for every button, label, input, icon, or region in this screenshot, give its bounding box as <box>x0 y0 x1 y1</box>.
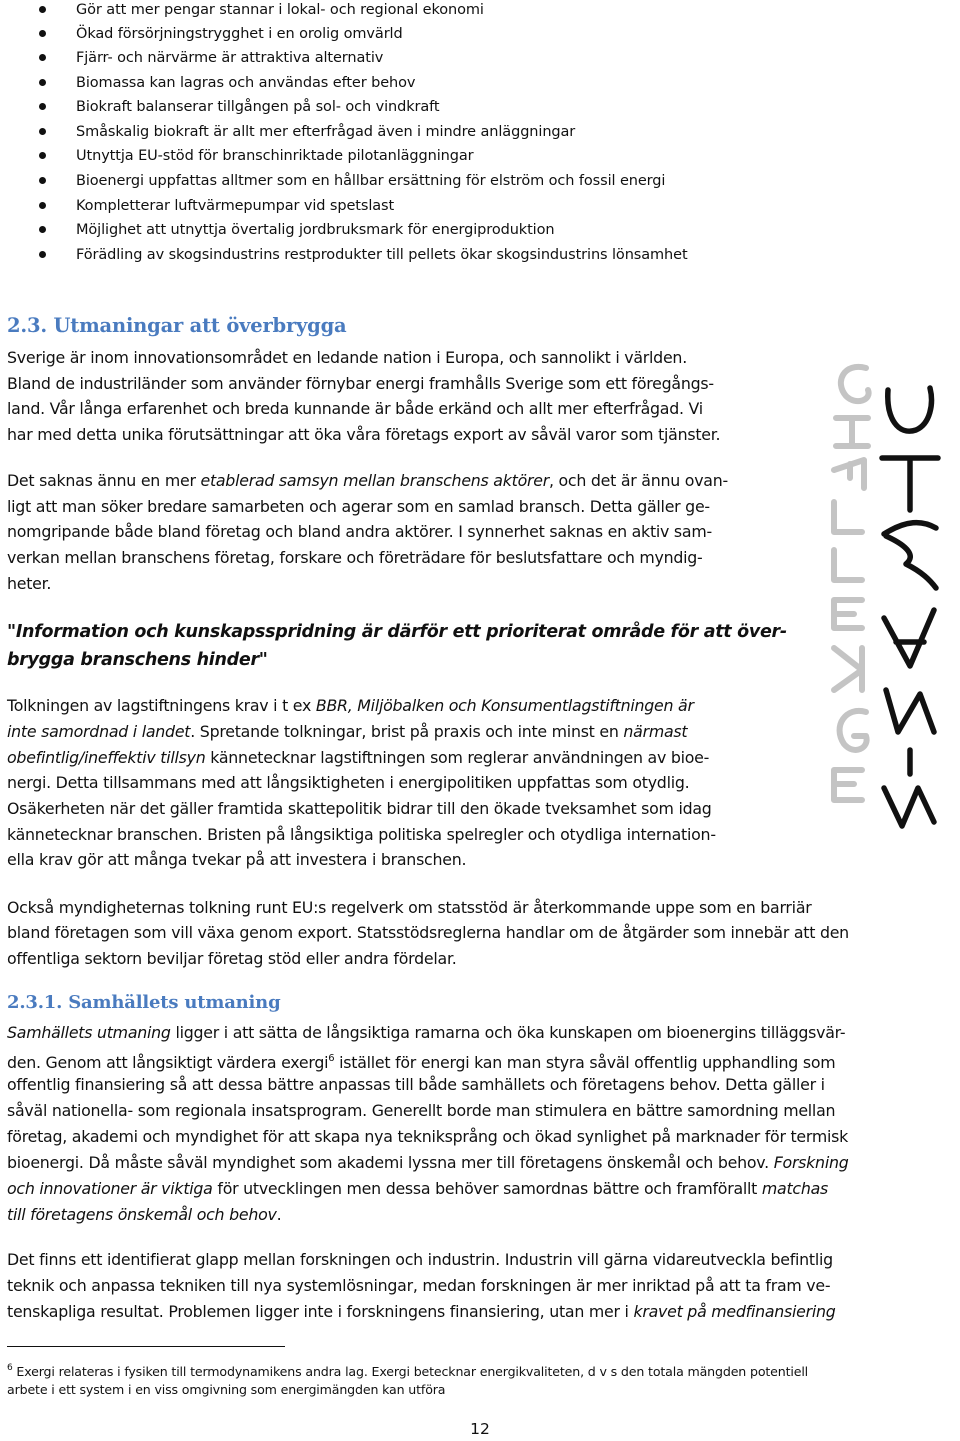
list-item: Bioenergi uppfattas alltmer som en hållbar ersättning för elström och fossil energi <box>76 173 666 189</box>
text-line: bland företagen som vill växa genom export. Statsstödsreglerna handlar om de åtgärder som innebär att den <box>7 923 849 942</box>
footnote-reference: 6 <box>328 1053 335 1064</box>
text-line: Det finns ett identifierat glapp mellan forskningen och industrin. Industrin vill gärna vidareutveckla befintlig <box>7 1250 833 1269</box>
text-line: Tolkningen av lagstiftningens krav i t ex BBR, Miljöbalken och Konsumentlagstiftningen är <box>7 696 694 715</box>
section-heading: 2.3. Utmaningar att överbrygga <box>7 314 347 337</box>
list-item: Kompletterar luftvärmepumpar vid spetslast <box>76 198 395 214</box>
list-item: Fjärr- och närvärme är attraktiva alternativ <box>76 50 384 66</box>
italic-phrase: till företagens önskemål och behov <box>7 1205 277 1224</box>
list-item: Gör att mer pengar stannar i lokal- och regional ekonomi <box>76 2 484 18</box>
list-item: Biomassa kan lagras och användas efter behov <box>76 75 416 91</box>
footnote-line: arbete i ett system i en viss omgivning som energimängden kan utföra <box>7 1382 446 1397</box>
text-line: kännetecknar branschen. Bristen på långsiktiga politiska spelregler och otydliga internation- <box>7 825 716 844</box>
text-line: teknik och anpassa tekniken till nya systemlösningar, medan forskningen är mer inriktad på att ta fram ve- <box>7 1276 831 1295</box>
text-line: nomgripande både bland företag och bland andra aktörer. I synnerhet saknas en aktiv sam- <box>7 522 712 541</box>
quote-line: brygga branschens hinder" <box>7 650 268 670</box>
text-line: Det saknas ännu en mer etablerad samsyn mellan branschens aktörer, och det är ännu ovan- <box>7 471 728 490</box>
page-number: 12 <box>470 1420 490 1438</box>
text-line: nergi. Detta tillsammans med att långsiktigheten i energipolitiken uppfattas som otydlig. <box>7 773 690 792</box>
text-line: heter. <box>7 574 52 593</box>
utmaning-challenge-handwriting-illustration <box>826 360 942 830</box>
italic-phrase: Samhällets utmaning <box>7 1023 171 1042</box>
text-line: den. Genom att långsiktigt värdera exergi$^6$ istället för energi kan man styra såväl offentlig upphandling som <box>7 1053 836 1072</box>
text-line: inte samordnad i landet. Spretande tolkningar, brist på praxis och inte minst en närmast <box>7 722 688 741</box>
text-line: tenskapliga resultat. Problemen ligger inte i forskningens finansiering, utan mer i kravet på medfinansiering <box>7 1302 836 1321</box>
text-line: företag, akademi och myndighet för att skapa nya tekniksprång och ökad synlighet på marknader för termisk <box>7 1127 848 1146</box>
list-item: Utnyttja EU-stöd för branschinriktade pilotanläggningar <box>76 148 474 164</box>
footnote-divider <box>7 1346 285 1347</box>
quote-line: "Information och kunskapsspridning är därför ett prioriterat område för att över- <box>7 622 787 642</box>
text-line: och innovationer är viktiga för utvecklingen men dessa behöver samordnas bättre och framförallt matchas <box>7 1179 829 1198</box>
italic-phrase: inte samordnad i landet <box>7 722 191 741</box>
text-line: Osäkerheten när det gäller framtida skattepolitik bidrar till den ökade tveksamhet som idag <box>7 799 712 818</box>
text-line: bioenergi. Då måste såväl myndighet som akademi lyssna mer till företagens önskemål och behov. Forskning <box>7 1153 849 1172</box>
text-line: land. Vår långa erfarenhet och breda kunnande är både erkänd och allt mer efterfrågad. Vi <box>7 399 703 418</box>
subsection-heading: 2.3.1. Samhällets utmaning <box>7 992 281 1013</box>
italic-phrase: och innovationer är viktiga <box>7 1179 213 1198</box>
text-line: verkan mellan branschens företag, forskare och företrädare för beslutsfattare och myndig- <box>7 548 703 567</box>
text-line: har med detta unika förutsättningar att öka våra företags export av såväl varor som tjänster. <box>7 425 721 444</box>
italic-phrase: närmast <box>623 722 688 741</box>
list-item: Ökad försörjningstrygghet i en orolig omvärld <box>76 26 403 42</box>
text-line: Bland de industriländer som använder förnybar energi framhålls Sverige som ett föregångs- <box>7 374 714 393</box>
text-line: Också myndigheternas tolkning runt EU:s regelverk om statsstöd är återkommande uppe som en barriär <box>7 898 812 917</box>
text-line: till företagens önskemål och behov. <box>7 1205 282 1224</box>
illustration-label-dark: UTMANING <box>826 829 832 830</box>
list-item: Småskalig biokraft är allt mer efterfrågad även i mindre anläggningar <box>76 124 576 140</box>
text-line: offentliga sektorn beviljar företag stöd eller andra fördelar. <box>7 949 457 968</box>
list-item: Möjlighet att utnyttja övertalig jordbruksmark för energiproduktion <box>76 222 555 238</box>
text-line: ella krav gör att många tvekar på att investera i branschen. <box>7 850 467 869</box>
italic-phrase: Forskning <box>773 1153 849 1172</box>
list-item: Förädling av skogsindustrins restprodukter till pellets ökar skogsindustrins lönsamhet <box>76 247 688 263</box>
footnote-marker: 6 <box>7 1363 13 1373</box>
text-line: Sverige är inom innovationsområdet en ledande nation i Europa, och sannolikt i världen. <box>7 348 687 367</box>
italic-phrase: obefintlig/ineffektiv tillsyn <box>7 748 206 767</box>
utmaning-handwritten-word <box>882 388 938 826</box>
text-line: obefintlig/ineffektiv tillsyn kännetecknar lagstiftningen som reglerar användningen av bioe- <box>7 748 710 767</box>
list-item: Biokraft balanserar tillgången på sol- och vindkraft <box>76 99 440 115</box>
text-line: ligt att man söker bredare samarbeten och agerar som en samlad bransch. Detta gäller ge- <box>7 497 710 516</box>
footnote-line: $^6$ Exergi relateras i fysiken till termodynamikens andra lag. Exergi betecknar energikvaliteten, d v s den totala mängden potentiell <box>7 1363 809 1379</box>
italic-phrase: etablerad samsyn mellan branschens aktörer <box>200 471 549 490</box>
text-line: offentlig finansiering så att dessa bättre anpassas till både samhällets och företagens behov. Detta gäller i <box>7 1075 825 1094</box>
text-line: såväl nationella- som regionala insatsprogram. Generellt borde man stimulera en bättre samordning mellan <box>7 1101 836 1120</box>
text-line: Samhällets utmaning ligger i att sätta de långsiktiga ramarna och öka kunskapen om bioenergins tilläggsvär- <box>7 1023 846 1042</box>
italic-phrase: kravet på medfinansiering <box>633 1302 836 1321</box>
italic-phrase: BBR, Miljöbalken och Konsumentlagstiftningen är <box>315 696 694 715</box>
challenge-handwritten-word <box>834 367 869 800</box>
italic-phrase: matchas <box>761 1179 829 1198</box>
